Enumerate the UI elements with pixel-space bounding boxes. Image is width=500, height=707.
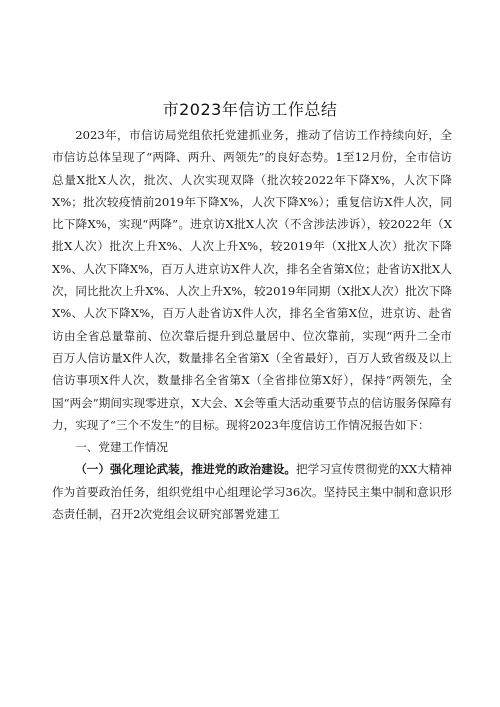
document-title: 市2023年信访工作总结 <box>162 100 338 119</box>
section-heading-party-building: 一、党建工作情况 <box>75 440 168 455</box>
section1-paragraph <box>52 458 452 525</box>
intro-paragraph: 2023年，市信访局党组依托党建抓业务，推动了信访工作持续向好，全市信访总体呈现了“两降、两升、两领先”的良好态势。1至12月份，全市信访总量X批X人次，批次、人次实现双降（批次较2022年下降X%，人次下降X%；批次较疫情前2019年下降X%，人次下降X%）；重复信访X件人次，同比下降X%，实现“两降”。进京访X批X人次（不含涉法涉诉），较2022年（X批X人次）批次上升X%、人次上升X%，较2019年（X批X人次）批次下降X%、人次下降X%，百万人进京访X件人次，排名全省第X位；赴省访X批X人次，同比批次上升X%、人次上升X%，较2019年同期（X批X人次）批次下降X%、人次下降X%，百万人赴省访X件人次，排名全省第X位，进京访、赴省访由全省总量靠前、位次靠后提升到总量居中、位次靠前，实现“两升二全市百万人信访量X件人次，数量排名全省第X（全省最好），百万人致省级及以上信访事项X件人次，数量排名全省第X（全省排位第X好），保持“两领先，全国“两会”期间实现零进京，X大会、X会等重大活动重要节点的信访服务保障有力，实现了“三个不发生”的目标。现将2023年度信访工作情况报告如下： <box>52 128 452 432</box>
document-body <box>52 124 452 525</box>
section1-text: 把学习宣传贯彻党的XX大精神作为首要政治任务，组织党组中心组理论学习36次。坚持民主集中制和意识形态责任制，召开2次党组会议研究部署党建工 <box>52 462 452 522</box>
section1-lead: （一）强化理论武装，推进党的政治建设。 <box>75 462 297 477</box>
